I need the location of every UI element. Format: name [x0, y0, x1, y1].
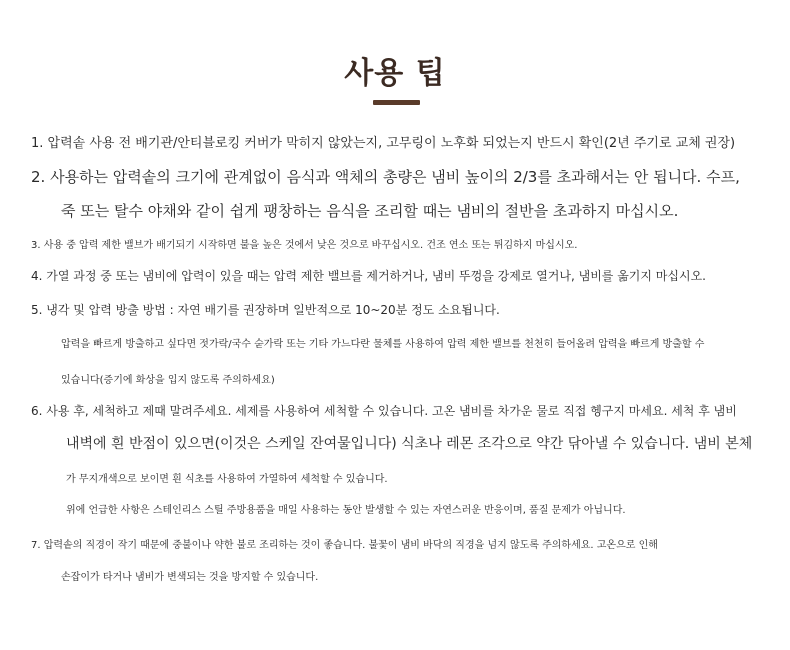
tip-3: 3. 사용 중 압력 제한 밸브가 배기되기 시작하면 불을 높은 것에서 낮은 것으로 바꾸십시오. 건조 연소 또는 튀김하지 마십시오. — [31, 240, 578, 251]
tip-6-cont: 내벽에 흰 반점이 있으면(이것은 스케일 잔여물입니다) 식초나 레몬 조각으로 약간 닦아낼 수 있습니다. 냄비 본체 — [66, 436, 753, 452]
tip-7-cont: 손잡이가 타거나 냄비가 변색되는 것을 방지할 수 있습니다. — [61, 572, 319, 583]
tip-4: 4. 가열 과정 중 또는 냄비에 압력이 있을 때는 압력 제한 밸브를 제거하거나, 냄비 뚜껑을 강제로 열거나, 냄비를 옮기지 마십시오. — [31, 269, 706, 283]
tip-6: 6. 사용 후, 세척하고 제때 말려주세요. 세제를 사용하여 세척할 수 있습니다. 고온 냄비를 차가운 물로 직접 헹구지 마세요. 세척 후 냄비 — [31, 404, 737, 418]
tip-5-detail-cont: 있습니다(증기에 화상을 입지 않도록 주의하세요) — [61, 375, 275, 386]
tip-5-detail: 압력을 빠르게 방출하고 싶다면 젓가락/국수 숟가락 또는 기타 가느다란 물체를 사용하여 압력 제한 밸브를 천천히 들어올려 압력을 빠르게 방출할 수 — [61, 339, 705, 350]
tip-2: 2. 사용하는 압력솥의 크기에 관계없이 음식과 액체의 총량은 냄비 높이의 2/3를 초과해서는 안 됩니다. 수프, — [31, 168, 740, 186]
tip-5: 5. 냉각 및 압력 방출 방법 : 자연 배기를 권장하며 일반적으로 10~20분 정도 소요됩니다. — [31, 303, 500, 317]
tip-6-note: 위에 언급한 사항은 스테인리스 스틸 주방용품을 매일 사용하는 동안 발생할 수 있는 자연스러운 반응이며, 품질 문제가 아닙니다. — [66, 505, 626, 516]
page-title: 사용 팁 — [344, 56, 446, 91]
tip-7: 7. 압력솥의 직경이 작기 때문에 중불이나 약한 불로 조리하는 것이 좋습니다. 불꽃이 냄비 바닥의 직경을 넘지 않도록 주의하세요. 고온으로 인해 — [31, 540, 658, 551]
title-underline — [373, 100, 420, 105]
tip-2-cont: 죽 또는 탈수 야채와 같이 쉽게 팽창하는 음식을 조리할 때는 냄비의 절반을 초과하지 마십시오. — [61, 202, 679, 220]
tip-1: 1. 압력솥 사용 전 배기관/안티블로킹 커버가 막히지 않았는지, 고무링이 노후화 되었는지 반드시 확인(2년 주기로 교체 권장) — [31, 136, 736, 151]
tip-6-cont2: 가 무지개색으로 보이면 흰 식초를 사용하여 가열하여 세척할 수 있습니다. — [66, 474, 388, 485]
